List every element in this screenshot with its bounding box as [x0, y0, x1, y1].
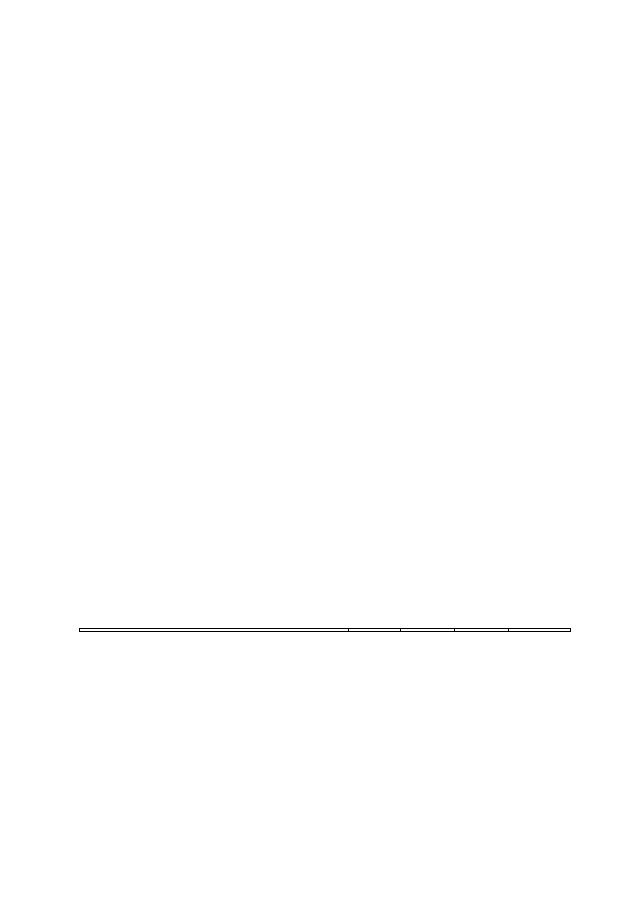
header-col-2018 — [349, 629, 401, 632]
header-col-2035 — [509, 629, 571, 632]
section-gap — [82, 76, 574, 97]
header-col-2025-2030 — [455, 629, 509, 632]
production-structure-table — [79, 628, 571, 632]
header-col-2019-2024 — [401, 629, 455, 632]
body-text — [82, 76, 574, 97]
table-header-row — [80, 629, 571, 632]
table-body — [80, 629, 571, 632]
header-unit — [80, 629, 349, 632]
